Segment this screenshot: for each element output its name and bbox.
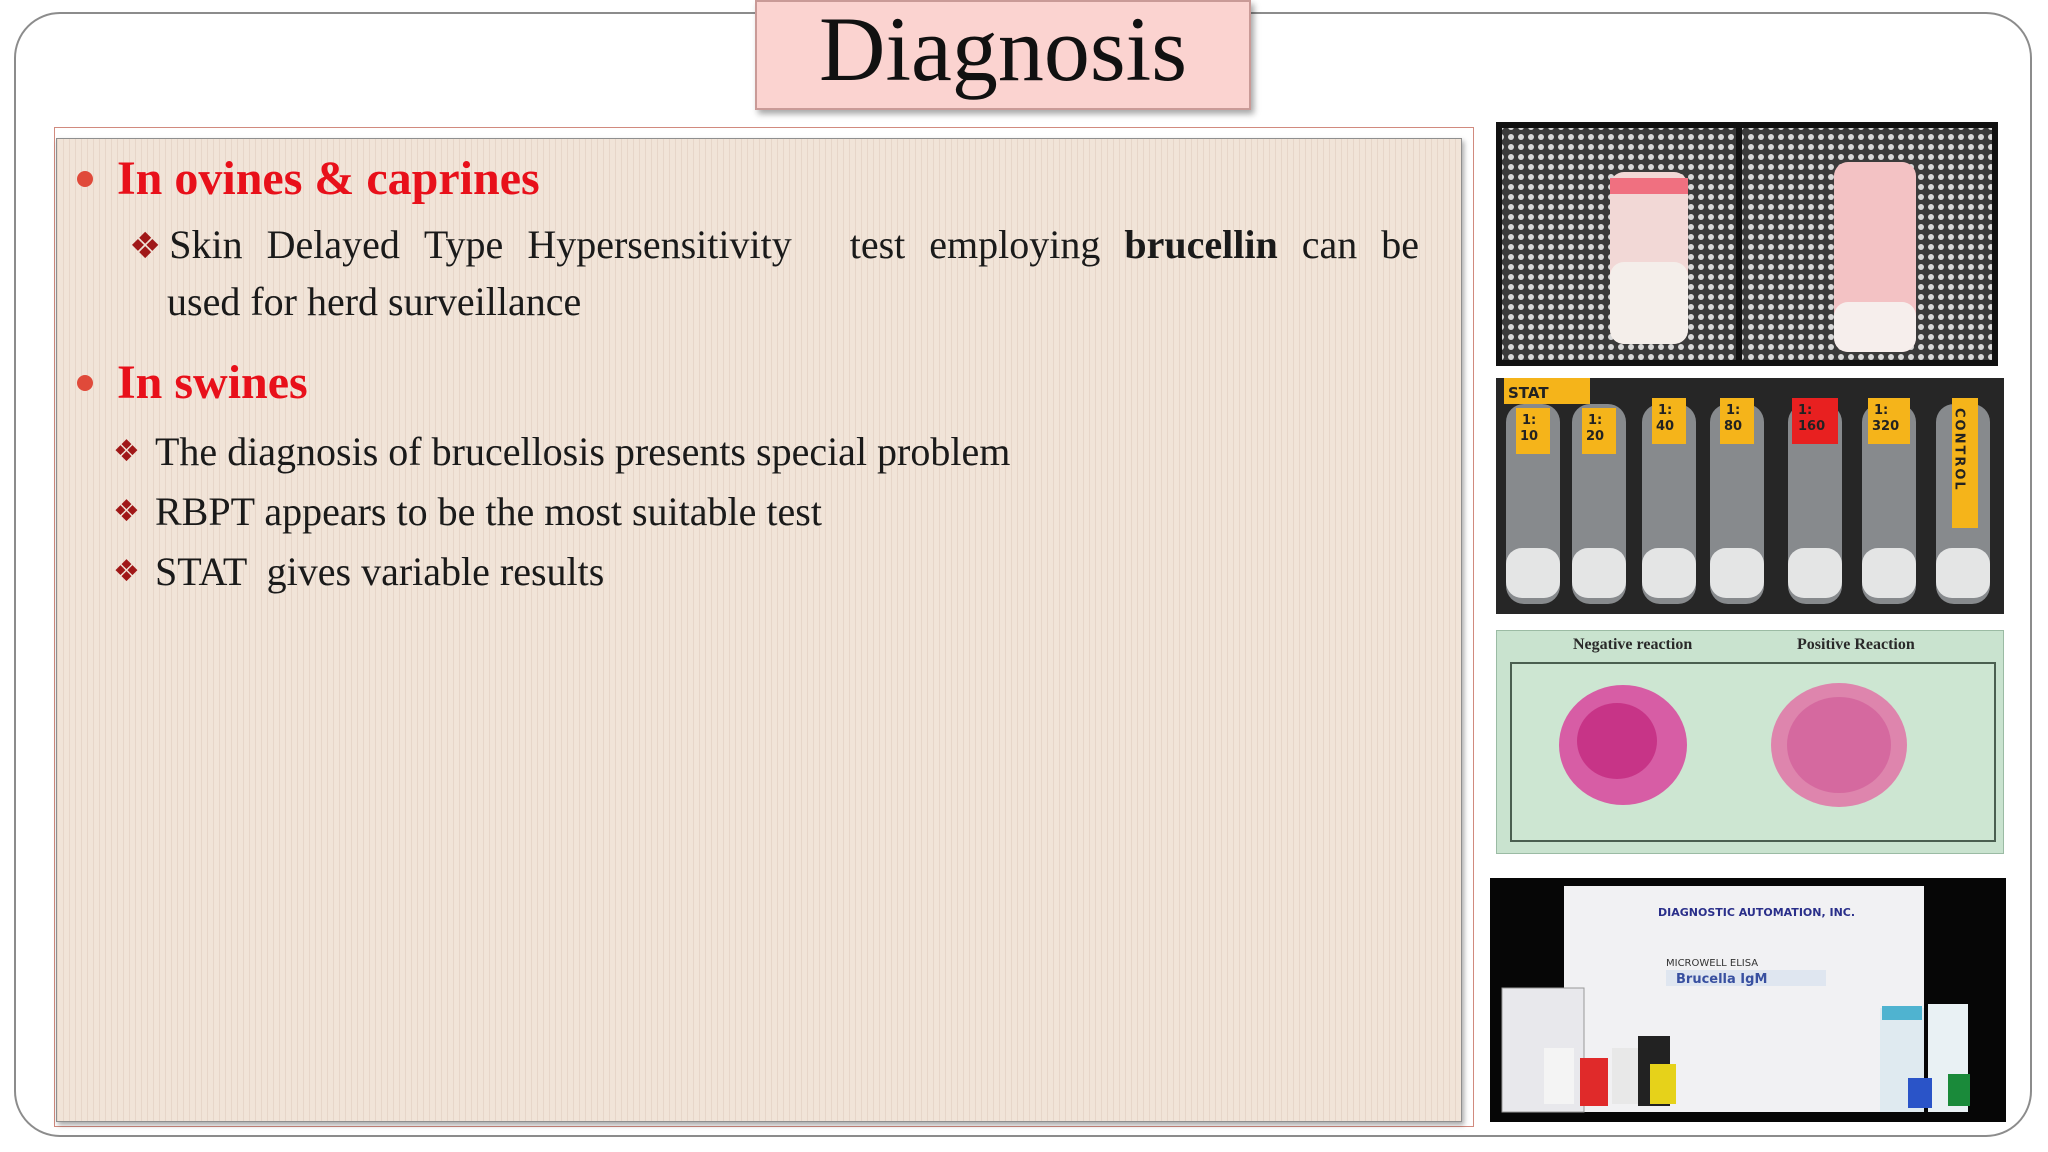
word: Type: [423, 222, 504, 267]
bullet-dot-icon: [77, 171, 93, 187]
svg-text:1:: 1:: [1658, 403, 1673, 418]
svg-text:1:: 1:: [1522, 413, 1537, 428]
title-box: [755, 0, 1251, 110]
word: Hypersensitivity: [527, 222, 792, 267]
stat-tubes-photo: [1496, 378, 2004, 614]
bold-word: brucellin: [1124, 222, 1278, 267]
svg-text:320: 320: [1872, 419, 1900, 434]
stat-label: STAT: [1508, 384, 1549, 402]
svg-text:10: 10: [1520, 429, 1539, 444]
svg-text:80: 80: [1724, 419, 1743, 434]
word: Delayed: [266, 222, 400, 267]
svg-text:160: 160: [1798, 419, 1826, 434]
positive-label: Positive Reaction: [1797, 636, 1915, 653]
bullet-dot-icon: [77, 375, 93, 391]
elisa-kit-photo: [1490, 878, 2006, 1122]
svg-text:1:: 1:: [1874, 403, 1889, 418]
content-panel: [56, 138, 1462, 1122]
svg-text:1:: 1:: [1798, 403, 1813, 418]
kit-brand: DIAGNOSTIC AUTOMATION, INC.: [1658, 906, 1856, 919]
list-item: ❖ RBPT appears to be the most suitable test: [113, 484, 822, 540]
bullet-continuation: used for herd surveillance: [167, 279, 582, 324]
svg-text:1:: 1:: [1588, 413, 1603, 428]
sub-bullet-icon: ❖: [113, 494, 140, 529]
sub-bullet-icon: ❖: [113, 434, 140, 469]
svg-text:CONTROL: CONTROL: [1951, 408, 1967, 492]
word: be: [1381, 222, 1419, 267]
svg-text:40: 40: [1656, 419, 1675, 434]
bullet-item-skin-test: [129, 217, 1419, 329]
tube-test-photo: [1496, 122, 1998, 366]
section-heading-text: In ovines & caprines: [117, 152, 540, 205]
section-heading-text: In swines: [117, 356, 308, 409]
sub-bullet-icon: ❖: [113, 554, 140, 589]
kit-type: MICROWELL ELISA: [1666, 958, 1759, 969]
section-heading-ovines: [77, 151, 540, 206]
svg-text:20: 20: [1586, 429, 1605, 444]
kit-name: Brucella IgM: [1676, 972, 1768, 987]
word: employing: [929, 222, 1101, 267]
svg-text:1:: 1:: [1726, 403, 1741, 418]
list-item: ❖ STAT gives variable results: [113, 544, 604, 600]
slide-title: Diagnosis: [819, 0, 1187, 100]
negative-label: Negative reaction: [1573, 636, 1693, 653]
word: can: [1301, 222, 1358, 267]
slide-test-photo: [1496, 630, 2004, 854]
word: test: [849, 222, 906, 267]
section-heading-swines: [77, 355, 308, 410]
sub-bullet-icon: ❖ Skin: [129, 222, 243, 267]
list-item: ❖ The diagnosis of brucellosis presents special problem: [113, 424, 1010, 480]
